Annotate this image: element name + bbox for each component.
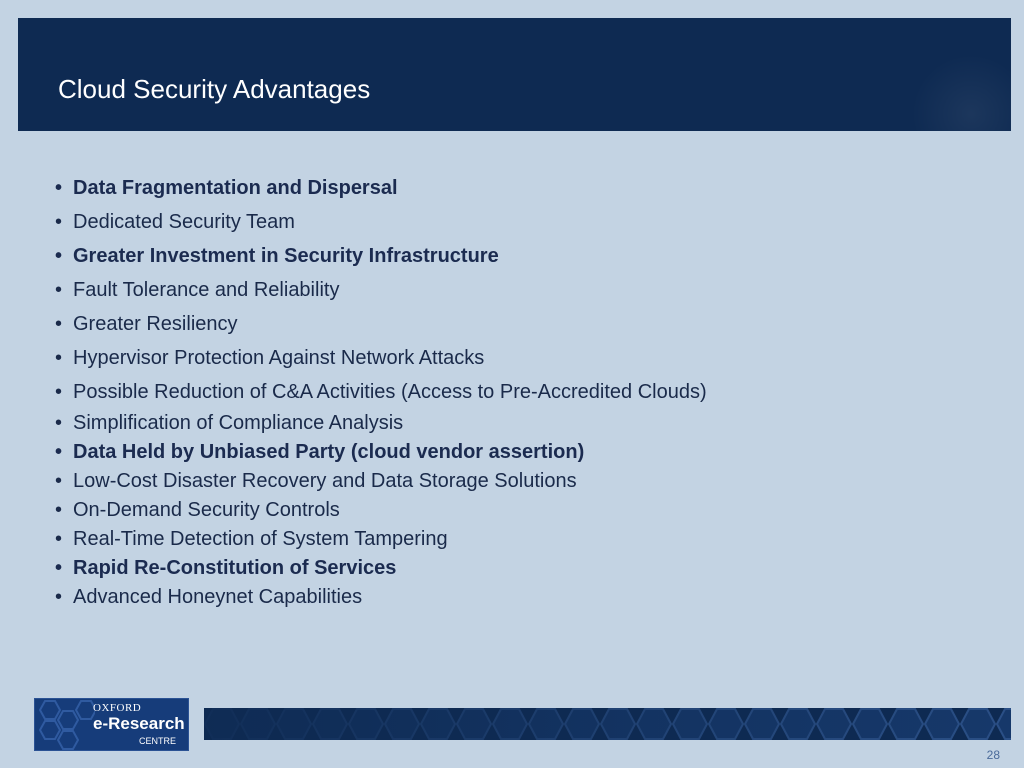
bullet-dot: • — [55, 499, 63, 521]
bullet-text: Low-Cost Disaster Recovery and Data Storage Solutions — [73, 470, 577, 492]
slide-title: Cloud Security Advantages — [58, 74, 371, 104]
bullet-dot: • — [55, 470, 63, 492]
bullet-dot: • — [55, 381, 63, 403]
bullet-dot: • — [55, 313, 63, 335]
bullet-dot: • — [55, 557, 63, 579]
bullet-dot: • — [55, 211, 63, 233]
bullet-dot: • — [55, 245, 63, 267]
bullet-item — [55, 556, 396, 580]
bullet-dot: • — [55, 347, 63, 369]
bullet-item — [55, 244, 499, 268]
bullet-item — [55, 346, 484, 370]
bullet-item — [55, 312, 238, 336]
bullet-dot: • — [55, 279, 63, 301]
bullet-item — [55, 440, 584, 464]
logo-centre-text: CENTRE — [139, 736, 177, 746]
oxford-eresearch-logo — [34, 698, 189, 751]
bullet-text: Fault Tolerance and Reliability — [73, 279, 340, 301]
bullet-item — [55, 380, 707, 404]
bullet-dot: • — [55, 586, 63, 608]
bullet-text: Simplification of Compliance Analysis — [73, 412, 404, 434]
bullet-dot: • — [55, 412, 63, 434]
bullet-item — [55, 176, 398, 200]
bullet-text: Rapid Re-Constitution of Services — [73, 557, 397, 579]
bullet-item — [55, 469, 577, 493]
bullet-item — [55, 411, 403, 435]
footer-hexagon-pattern — [204, 708, 1011, 740]
bullet-text: Data Held by Unbiased Party (cloud vendor assertion) — [73, 441, 585, 463]
bullet-item — [55, 210, 295, 234]
bullet-text: Dedicated Security Team — [73, 211, 295, 233]
footer-band — [204, 708, 1011, 740]
bullet-item — [55, 498, 340, 522]
logo-eresearch-text: e-Research — [93, 714, 185, 733]
bullet-text: Greater Investment in Security Infrastructure — [73, 245, 499, 267]
bullet-dot: • — [55, 177, 63, 199]
page-number: 28 — [986, 748, 1000, 762]
bullet-text: Greater Resiliency — [73, 313, 238, 335]
bullet-dot: • — [55, 528, 63, 550]
bullet-text: Data Fragmentation and Dispersal — [73, 177, 398, 199]
bullet-text: Real-Time Detection of System Tampering — [73, 528, 448, 550]
bullet-item — [55, 585, 362, 609]
bullet-text: On-Demand Security Controls — [73, 499, 340, 521]
bullet-dot: • — [55, 441, 63, 463]
title-banner — [18, 18, 1011, 131]
bullet-item — [55, 278, 339, 302]
logo-oxford-text: OXFORD — [93, 702, 142, 714]
bullet-item — [55, 527, 448, 551]
bullet-text: Hypervisor Protection Against Network Attacks — [73, 347, 485, 369]
bullet-text: Possible Reduction of C&A Activities (Access to Pre-Accredited Clouds) — [73, 381, 707, 403]
hexagon-pattern-icon — [35, 699, 95, 750]
bullet-text: Advanced Honeynet Capabilities — [73, 586, 363, 608]
